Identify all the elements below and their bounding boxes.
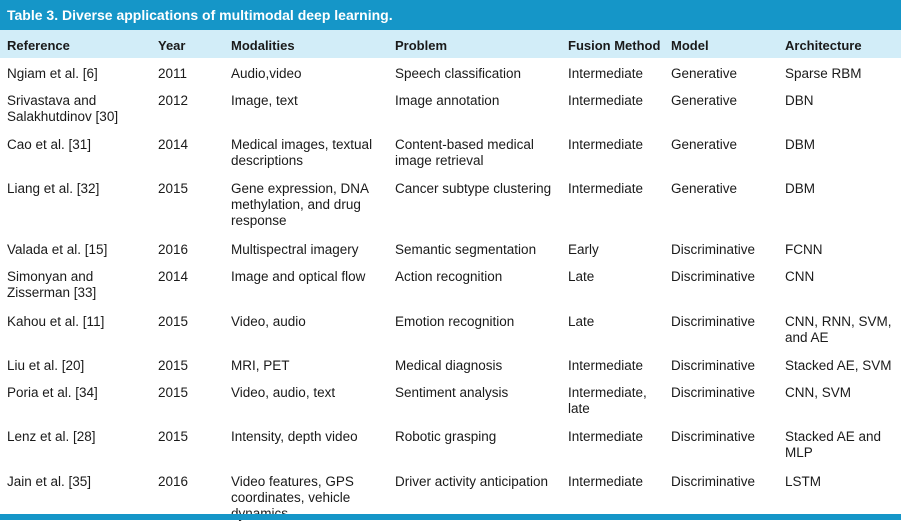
- cell-model: Discriminative: [671, 269, 756, 284]
- col-header-modalities: Modalities: [231, 38, 295, 53]
- cell-architecture: Sparse RBM: [785, 66, 862, 81]
- cell-model: Generative: [671, 137, 738, 152]
- cell-modalities: Gene expression, DNA methylation, and drug response: [231, 181, 369, 228]
- cell-model: Discriminative: [671, 314, 756, 329]
- cell-year: 2014: [158, 137, 189, 152]
- cell-model: Generative: [671, 93, 738, 108]
- cell-reference: Valada et al. [15]: [7, 242, 108, 257]
- col-header-problem: Problem: [395, 38, 448, 53]
- cell-fusion-method: Early: [568, 242, 599, 257]
- cell-modalities: MRI, PET: [231, 358, 290, 373]
- cell-modalities: Intensity, depth video: [231, 429, 358, 444]
- cell-fusion-method: Late: [568, 269, 595, 284]
- cell-fusion-method: Intermediate: [568, 474, 644, 489]
- cell-year: 2015: [158, 429, 189, 444]
- col-header-fusion: Fusion Method: [568, 38, 661, 53]
- table-caption: Table 3. Diverse applications of multimodal deep learning.: [0, 0, 901, 30]
- cell-problem: Image annotation: [395, 93, 500, 108]
- cell-fusion-method: Intermediate: [568, 93, 644, 108]
- cell-modalities: Image and optical flow: [231, 269, 366, 284]
- cell-reference: Liang et al. [32]: [7, 181, 100, 196]
- cell-architecture: CNN, SVM: [785, 385, 852, 400]
- cell-fusion-method: Intermediate: [568, 181, 644, 196]
- cell-problem: Sentiment analysis: [395, 385, 509, 400]
- cell-fusion-method: Late: [568, 314, 595, 329]
- cell-architecture: DBN: [785, 93, 814, 108]
- cell-architecture: FCNN: [785, 242, 823, 257]
- cell-year: 2016: [158, 242, 189, 257]
- cell-modalities: Image, text: [231, 93, 298, 108]
- col-header-year: Year: [158, 38, 186, 53]
- cell-architecture: Stacked AE and MLP: [785, 429, 882, 460]
- cell-year: 2016: [158, 474, 189, 489]
- cell-model: Generative: [671, 181, 738, 196]
- cell-problem: Cancer subtype clustering: [395, 181, 552, 196]
- cell-problem: Emotion recognition: [395, 314, 515, 329]
- cell-problem: Semantic segmentation: [395, 242, 537, 257]
- cell-architecture: LSTM: [785, 474, 822, 489]
- col-header-model: Model: [671, 38, 709, 53]
- cell-modalities: Medical images, textual descriptions: [231, 137, 373, 168]
- cell-year: 2011: [158, 66, 188, 81]
- cell-modalities: Video, audio: [231, 314, 306, 329]
- cell-year: 2015: [158, 181, 189, 196]
- cell-problem: Content-based medical image retrieval: [395, 137, 534, 168]
- cell-fusion-method: Intermediate: [568, 429, 644, 444]
- col-header-architecture: Architecture: [785, 38, 862, 53]
- cell-reference: Simonyan and Zisserman [33]: [7, 269, 97, 300]
- cell-problem: Action recognition: [395, 269, 503, 284]
- cell-model: Generative: [671, 66, 738, 81]
- table-bottom-rule: [0, 514, 901, 520]
- cell-year: 2012: [158, 93, 189, 108]
- cell-fusion-method: Intermediate: [568, 66, 644, 81]
- cell-reference: Ngiam et al. [6]: [7, 66, 98, 81]
- cell-reference: Lenz et al. [28]: [7, 429, 96, 444]
- cell-architecture: CNN: [785, 269, 815, 284]
- cell-model: Discriminative: [671, 474, 756, 489]
- cell-year: 2015: [158, 358, 189, 373]
- cell-model: Discriminative: [671, 242, 756, 257]
- cell-fusion-method: Intermediate, late: [568, 385, 647, 416]
- cell-architecture: Stacked AE, SVM: [785, 358, 892, 373]
- cell-reference: Poria et al. [34]: [7, 385, 98, 400]
- cell-fusion-method: Intermediate: [568, 358, 644, 373]
- cell-modalities: Video features, GPS coordinates, vehicle: [231, 474, 354, 505]
- cell-year: 2015: [158, 385, 189, 400]
- cell-model: Discriminative: [671, 429, 756, 444]
- cell-reference: Kahou et al. [11]: [7, 314, 105, 329]
- cell-reference: Liu et al. [20]: [7, 358, 85, 373]
- cell-reference: Cao et al. [31]: [7, 137, 92, 152]
- cell-modalities: Multispectral imagery: [231, 242, 359, 257]
- cell-fusion-method: Intermediate: [568, 137, 644, 152]
- cell-architecture: CNN, RNN, SVM, and AE: [785, 314, 892, 345]
- cell-year: 2015: [158, 314, 189, 329]
- cell-modalities: Video, audio, text: [231, 385, 336, 400]
- cell-architecture: DBM: [785, 137, 815, 152]
- cell-problem: Medical diagnosis: [395, 358, 503, 373]
- cell-reference: Srivastava and Salakhutdinov [30]: [7, 93, 119, 124]
- table-header-band: [0, 30, 901, 58]
- cell-problem: Driver activity anticipation: [395, 474, 549, 489]
- cell-model: Discriminative: [671, 358, 756, 373]
- cell-modalities: Audio,video: [231, 66, 302, 81]
- cell-model: Discriminative: [671, 385, 756, 400]
- cell-architecture: DBM: [785, 181, 815, 196]
- cell-problem: Robotic grasping: [395, 429, 497, 444]
- cell-reference: Jain et al. [35]: [7, 474, 92, 489]
- col-header-reference: Reference: [7, 38, 70, 53]
- cell-problem: Speech classification: [395, 66, 522, 81]
- cell-year: 2014: [158, 269, 189, 284]
